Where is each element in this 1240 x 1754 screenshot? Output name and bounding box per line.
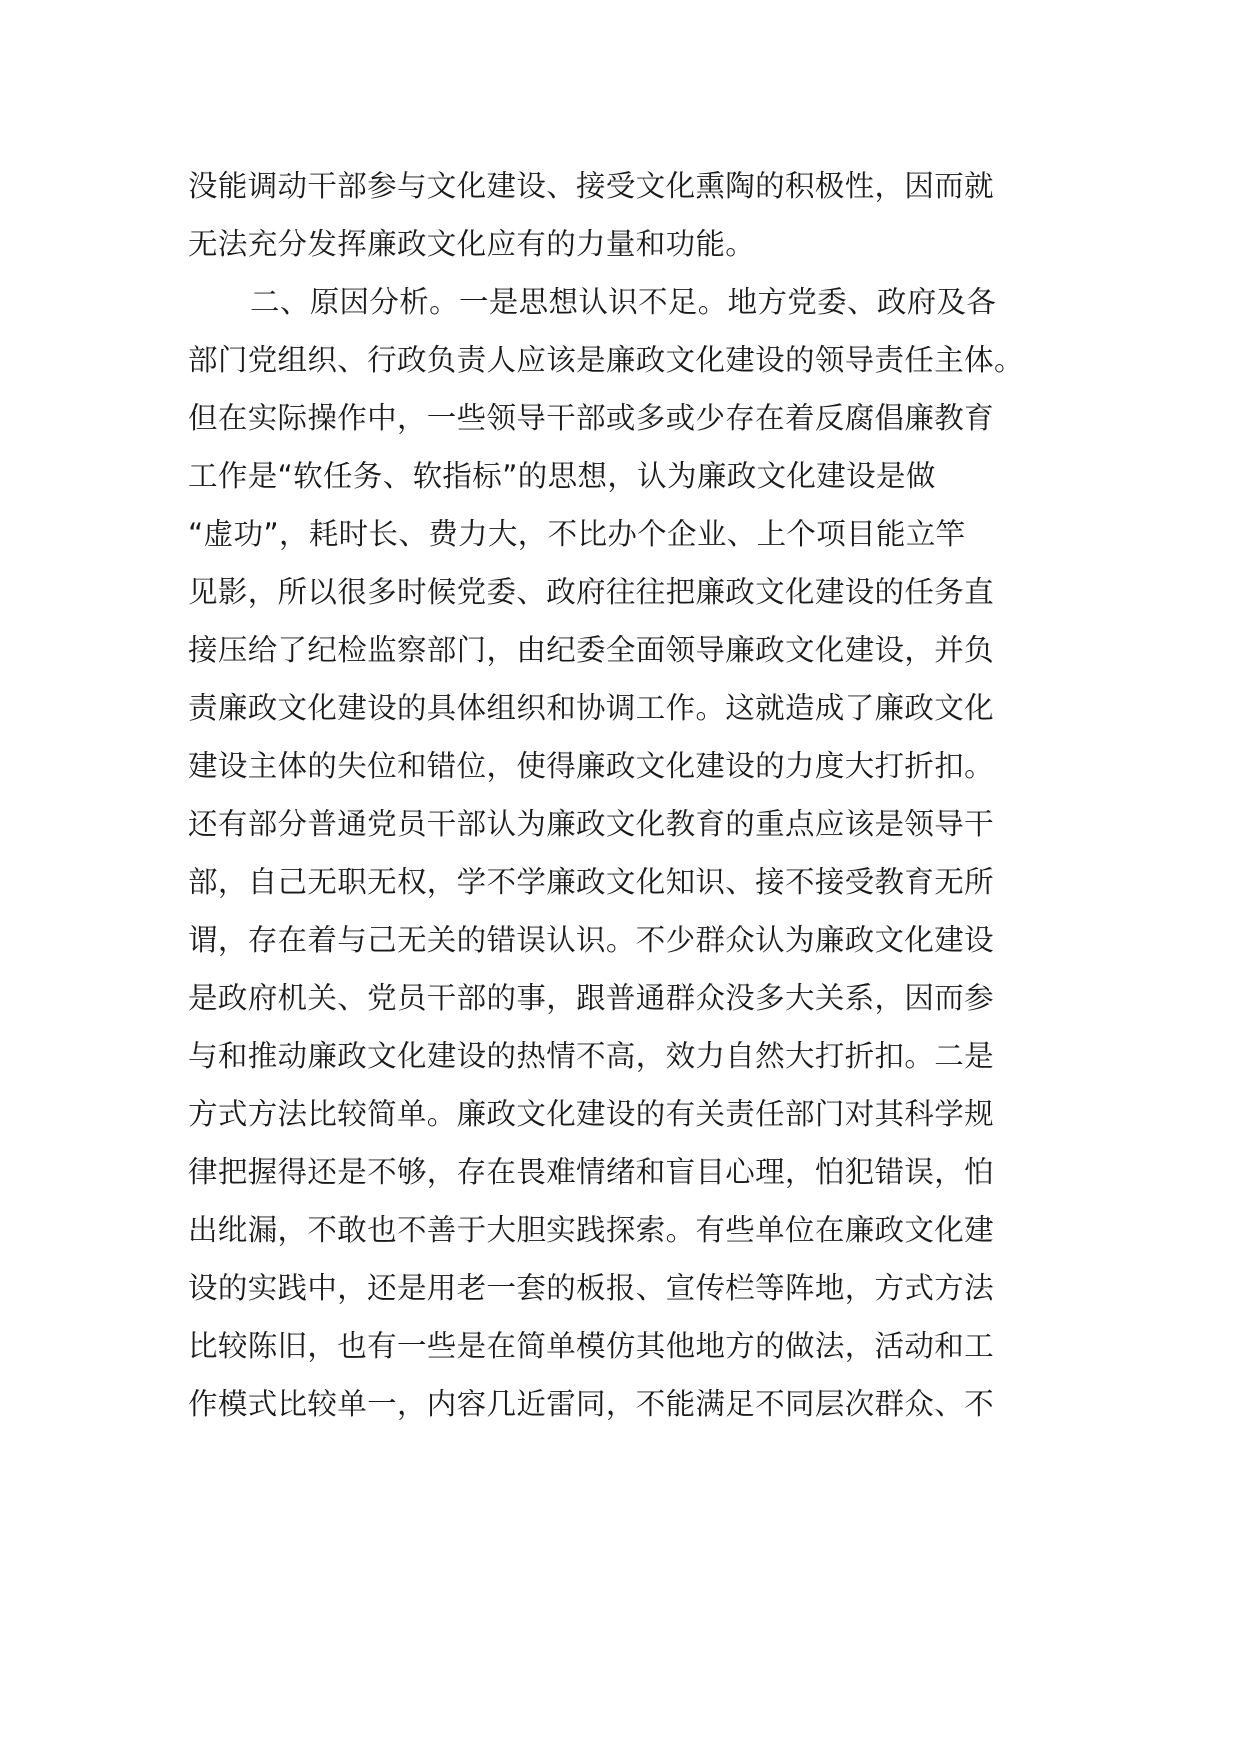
text-line: 接压给了纪检监察部门，由纪委全面领导廉政文化建设，并负 bbox=[188, 633, 994, 667]
text-line: 工作是“软任务、软指标”的思想，认为廉政文化建设是做 bbox=[188, 459, 936, 493]
text-line: 设的实践中，还是用老一套的板报、宣传栏等阵地，方式方法 bbox=[188, 1271, 994, 1305]
text-line: 比较陈旧，也有一些是在简单模仿其他地方的做法，活动和工 bbox=[188, 1329, 994, 1363]
text-line: 出纰漏，不敢也不善于大胆实践探索。有些单位在廉政文化建 bbox=[188, 1213, 994, 1247]
text-line: 是政府机关、党员干部的事，跟普通群众没多大关系，因而参 bbox=[188, 981, 994, 1015]
text-line: 律把握得还是不够，存在畏难情绪和盲目心理，怕犯错误，怕 bbox=[188, 1155, 994, 1189]
text-line: 但在实际操作中，一些领导干部或多或少存在着反腐倡廉教育 bbox=[188, 401, 994, 435]
text-line: 部门党组织、行政负责人应该是廉政文化建设的领导责任主体。 bbox=[188, 343, 1024, 377]
text-line: 建设主体的失位和错位，使得廉政文化建设的力度大打折扣。 bbox=[188, 749, 994, 783]
text-line: 责廉政文化建设的具体组织和协调工作。这就造成了廉政文化 bbox=[188, 691, 994, 725]
text-line: 部，自己无职无权，学不学廉政文化知识、接不接受教育无所 bbox=[188, 865, 994, 899]
paragraph-start-line: 二、原因分析。一是思想认识不足。地方党委、政府及各 bbox=[250, 285, 997, 319]
text-line: 无法充分发挥廉政文化应有的力量和功能。 bbox=[188, 227, 756, 261]
text-line: 还有部分普通党员干部认为廉政文化教育的重点应该是领导干 bbox=[188, 807, 994, 841]
text-line: 与和推动廉政文化建设的热情不高，效力自然大打折扣。二是 bbox=[188, 1039, 994, 1073]
text-line: 方式方法比较简单。廉政文化建设的有关责任部门对其科学规 bbox=[188, 1097, 994, 1131]
text-line: “虚功”，耗时长、费力大，不比办个企业、上个项目能立竿 bbox=[188, 517, 966, 551]
text-line: 没能调动干部参与文化建设、接受文化熏陶的积极性，因而就 bbox=[188, 169, 994, 203]
text-line: 谓，存在着与己无关的错误认识。不少群众认为廉政文化建设 bbox=[188, 923, 994, 957]
text-line: 见影，所以很多时候党委、政府往往把廉政文化建设的任务直 bbox=[188, 575, 994, 609]
text-line: 作模式比较单一，内容几近雷同，不能满足不同层次群众、不 bbox=[188, 1387, 994, 1421]
